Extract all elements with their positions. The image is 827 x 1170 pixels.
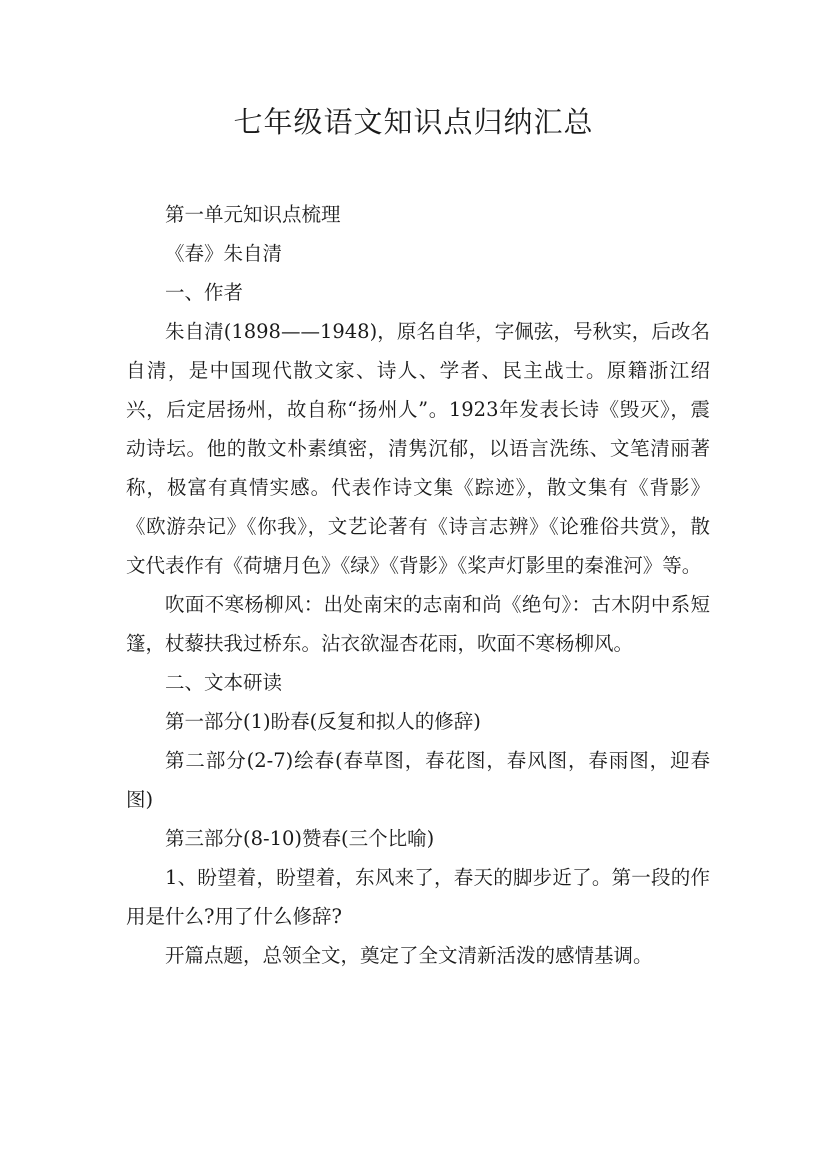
paragraph-answer-one: 开篇点题，总领全文，奠定了全文清新活泼的感情基调。 <box>165 944 653 967</box>
paragraph-question-one: 1、盼望着，盼望着，东风来了，春天的脚步近了。第一段的作用是什么?用了什么修辞? <box>126 866 710 928</box>
text-title-author: 《春》朱自清 <box>165 242 283 265</box>
document-body <box>126 195 710 975</box>
document-title: 七年级语文知识点归纳汇总 <box>233 105 594 139</box>
paragraph-author-bio: 朱自清(1898——1948)，原名自华，字佩弦，号秋实，后改名自清，是中国现代散文家、诗人、学者、民主战士。原籍浙江绍兴，后定居扬州，故自称“扬州人”。1923年发表长诗《毁灭》，震动诗坛。他的散文朴素缜密，清隽沉郁，以语言洗练、文笔清丽著称，极富有真情实感。代表作诗文集《踪迹》，散文集有《背影》《欧游杂记》《你我》，文艺论著有《诗言志辨》《论雅俗共赏》，散文代表作有《荷塘月色》《绿》《背影》《桨声灯影里的秦淮河》等。 <box>126 320 710 577</box>
subheading-text-study: 二、文本研读 <box>165 671 283 694</box>
paragraph-part-one: 第一部分(1)盼春(反复和拟人的修辞) <box>165 710 481 733</box>
paragraph-poem-source: 吹面不寒杨柳风：出处南宋的志南和尚《绝句》：古木阴中系短篷，杖藜扶我过桥东。沾衣欲湿杏花雨，吹面不寒杨柳风。 <box>126 593 710 655</box>
subheading-author: 一、作者 <box>165 281 244 304</box>
section-heading: 第一单元知识点梳理 <box>165 203 341 226</box>
paragraph-part-two: 第二部分(2-7)绘春(春草图，春花图，春风图，春雨图，迎春图) <box>126 749 710 811</box>
paragraph-part-three: 第三部分(8-10)赞春(三个比喻) <box>165 827 435 850</box>
